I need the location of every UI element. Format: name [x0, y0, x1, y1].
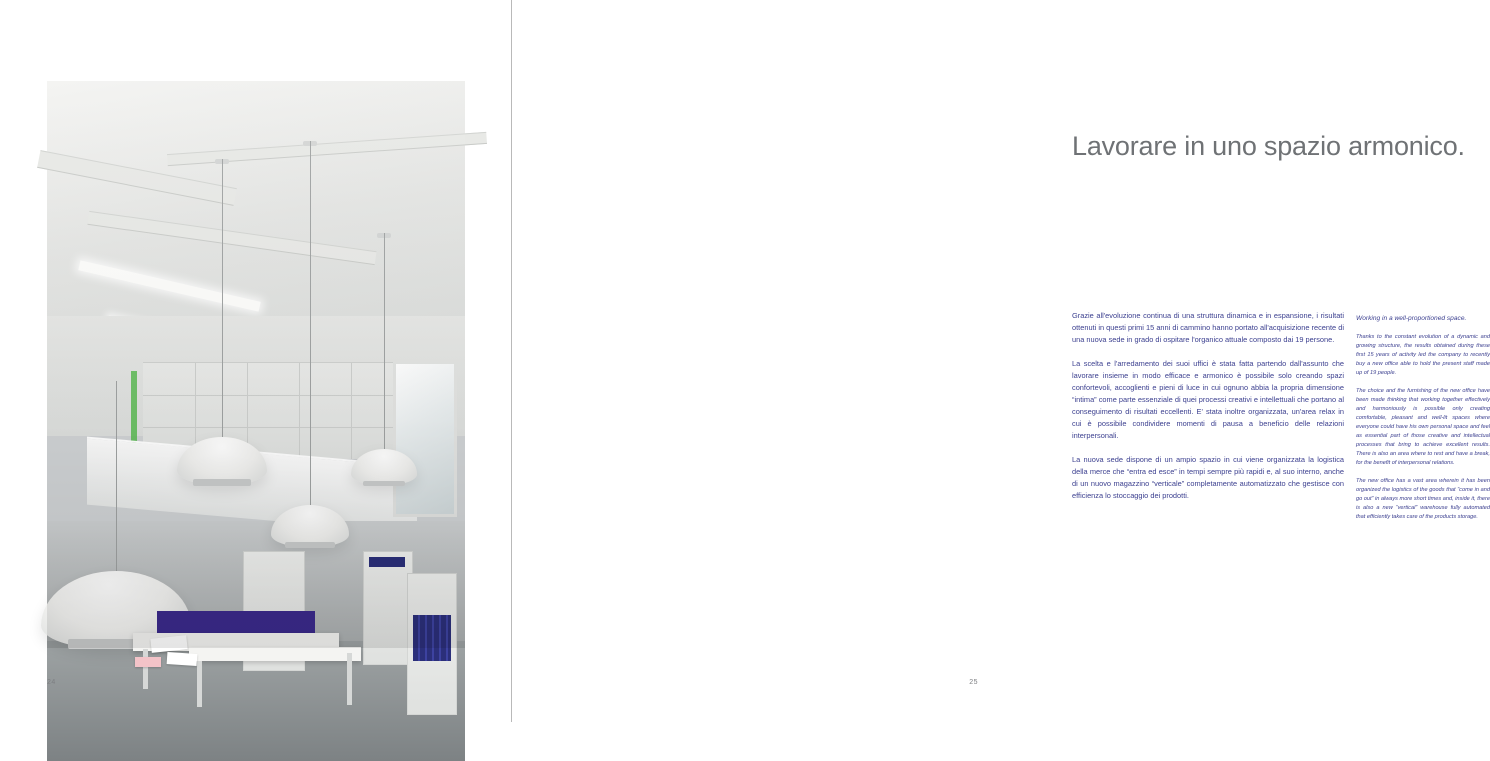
binder-stack — [369, 557, 405, 567]
pendant-lamp — [351, 233, 417, 493]
photo-content — [47, 81, 465, 648]
italian-paragraph: Grazie all'evoluzione continua di una struttura dinamica e in espansione, i risultati ottenuti in questi primi 15 anni di cammino hanno portato all'acquisizione recente di una nuova sede in grado di ospitare l'organico attuale composto dai 19 persone. — [1072, 311, 1344, 344]
italian-paragraph: La nuova sede dispone di un ampio spazio in cui viene organizzata la logistica della merce che “entra ed esce” in tempi sempre più rapidi e, al suo interno, anche di un nuovo magazzino “verticale” completamente automatizzato che gestisce con efficienza lo stoccaggio dei prodotti. — [1072, 454, 1344, 500]
binder-stack — [413, 615, 451, 661]
page-number-right: 25 — [969, 679, 978, 686]
italian-body-column — [1072, 310, 1344, 514]
desk-leg — [143, 649, 148, 689]
office-interior-photo — [47, 81, 465, 648]
english-body-column — [1356, 314, 1490, 531]
right-page — [512, 0, 1490, 722]
english-paragraph: The new office has a vast area wherein it has been organized the logistics of the goods that “come in and go out” in always more short times and, inside it, there is also a new “vertical” warehouse fully automated that efficiently takes care of the products storage. — [1356, 478, 1490, 521]
english-heading: Working in a well-proportioned space. — [1356, 315, 1467, 322]
page-title: Lavorare in uno spazio armonico. — [1072, 131, 1465, 161]
desk-leg — [197, 661, 202, 707]
english-paragraph: The choice and the furnishing of the new office have been made thinking that working together effectively and harmoniously is possible only creating comfortable, pleasant and well-lit spaces where everyone could have his own personal space and feel as essential part of those creative and intellectual processes that bring to achieve excellent results. There is also an area where to rest and have a break, for the benefit of interpersonal relations. — [1356, 387, 1490, 467]
storage-cabinet — [363, 551, 413, 665]
paper-sheet — [135, 657, 161, 667]
left-page — [0, 0, 512, 722]
paper-sheet — [167, 652, 198, 666]
english-paragraph: Thanks to the constant evolution of a dynamic and growing structure, the results obtained during these first 15 years of activity led the company to recently buy a new office able to hold the present staff made up of 19 people. — [1356, 333, 1490, 376]
desk-leg — [347, 653, 352, 705]
desk — [189, 647, 361, 661]
italian-paragraph: La scelta e l'arredamento dei suoi uffici è stata fatta partendo dall'assunto che lavorare insieme in modo efficace e armonico è possibile solo creando spazi confortevoli, accoglienti e pieni di luce in cui ognuno abbia la propria dimensione “intima” come parte essenziale di quei processi creativi e intellettuali che portano al conseguimento di risultati eccellenti. E' stata inoltre organizzata, un'area relax in cui è possibile condividere momenti di pausa a beneficio delle relazioni interpersonali. — [1072, 358, 1344, 440]
page-number-left: 24 — [47, 679, 56, 686]
pendant-lamp — [271, 141, 349, 561]
